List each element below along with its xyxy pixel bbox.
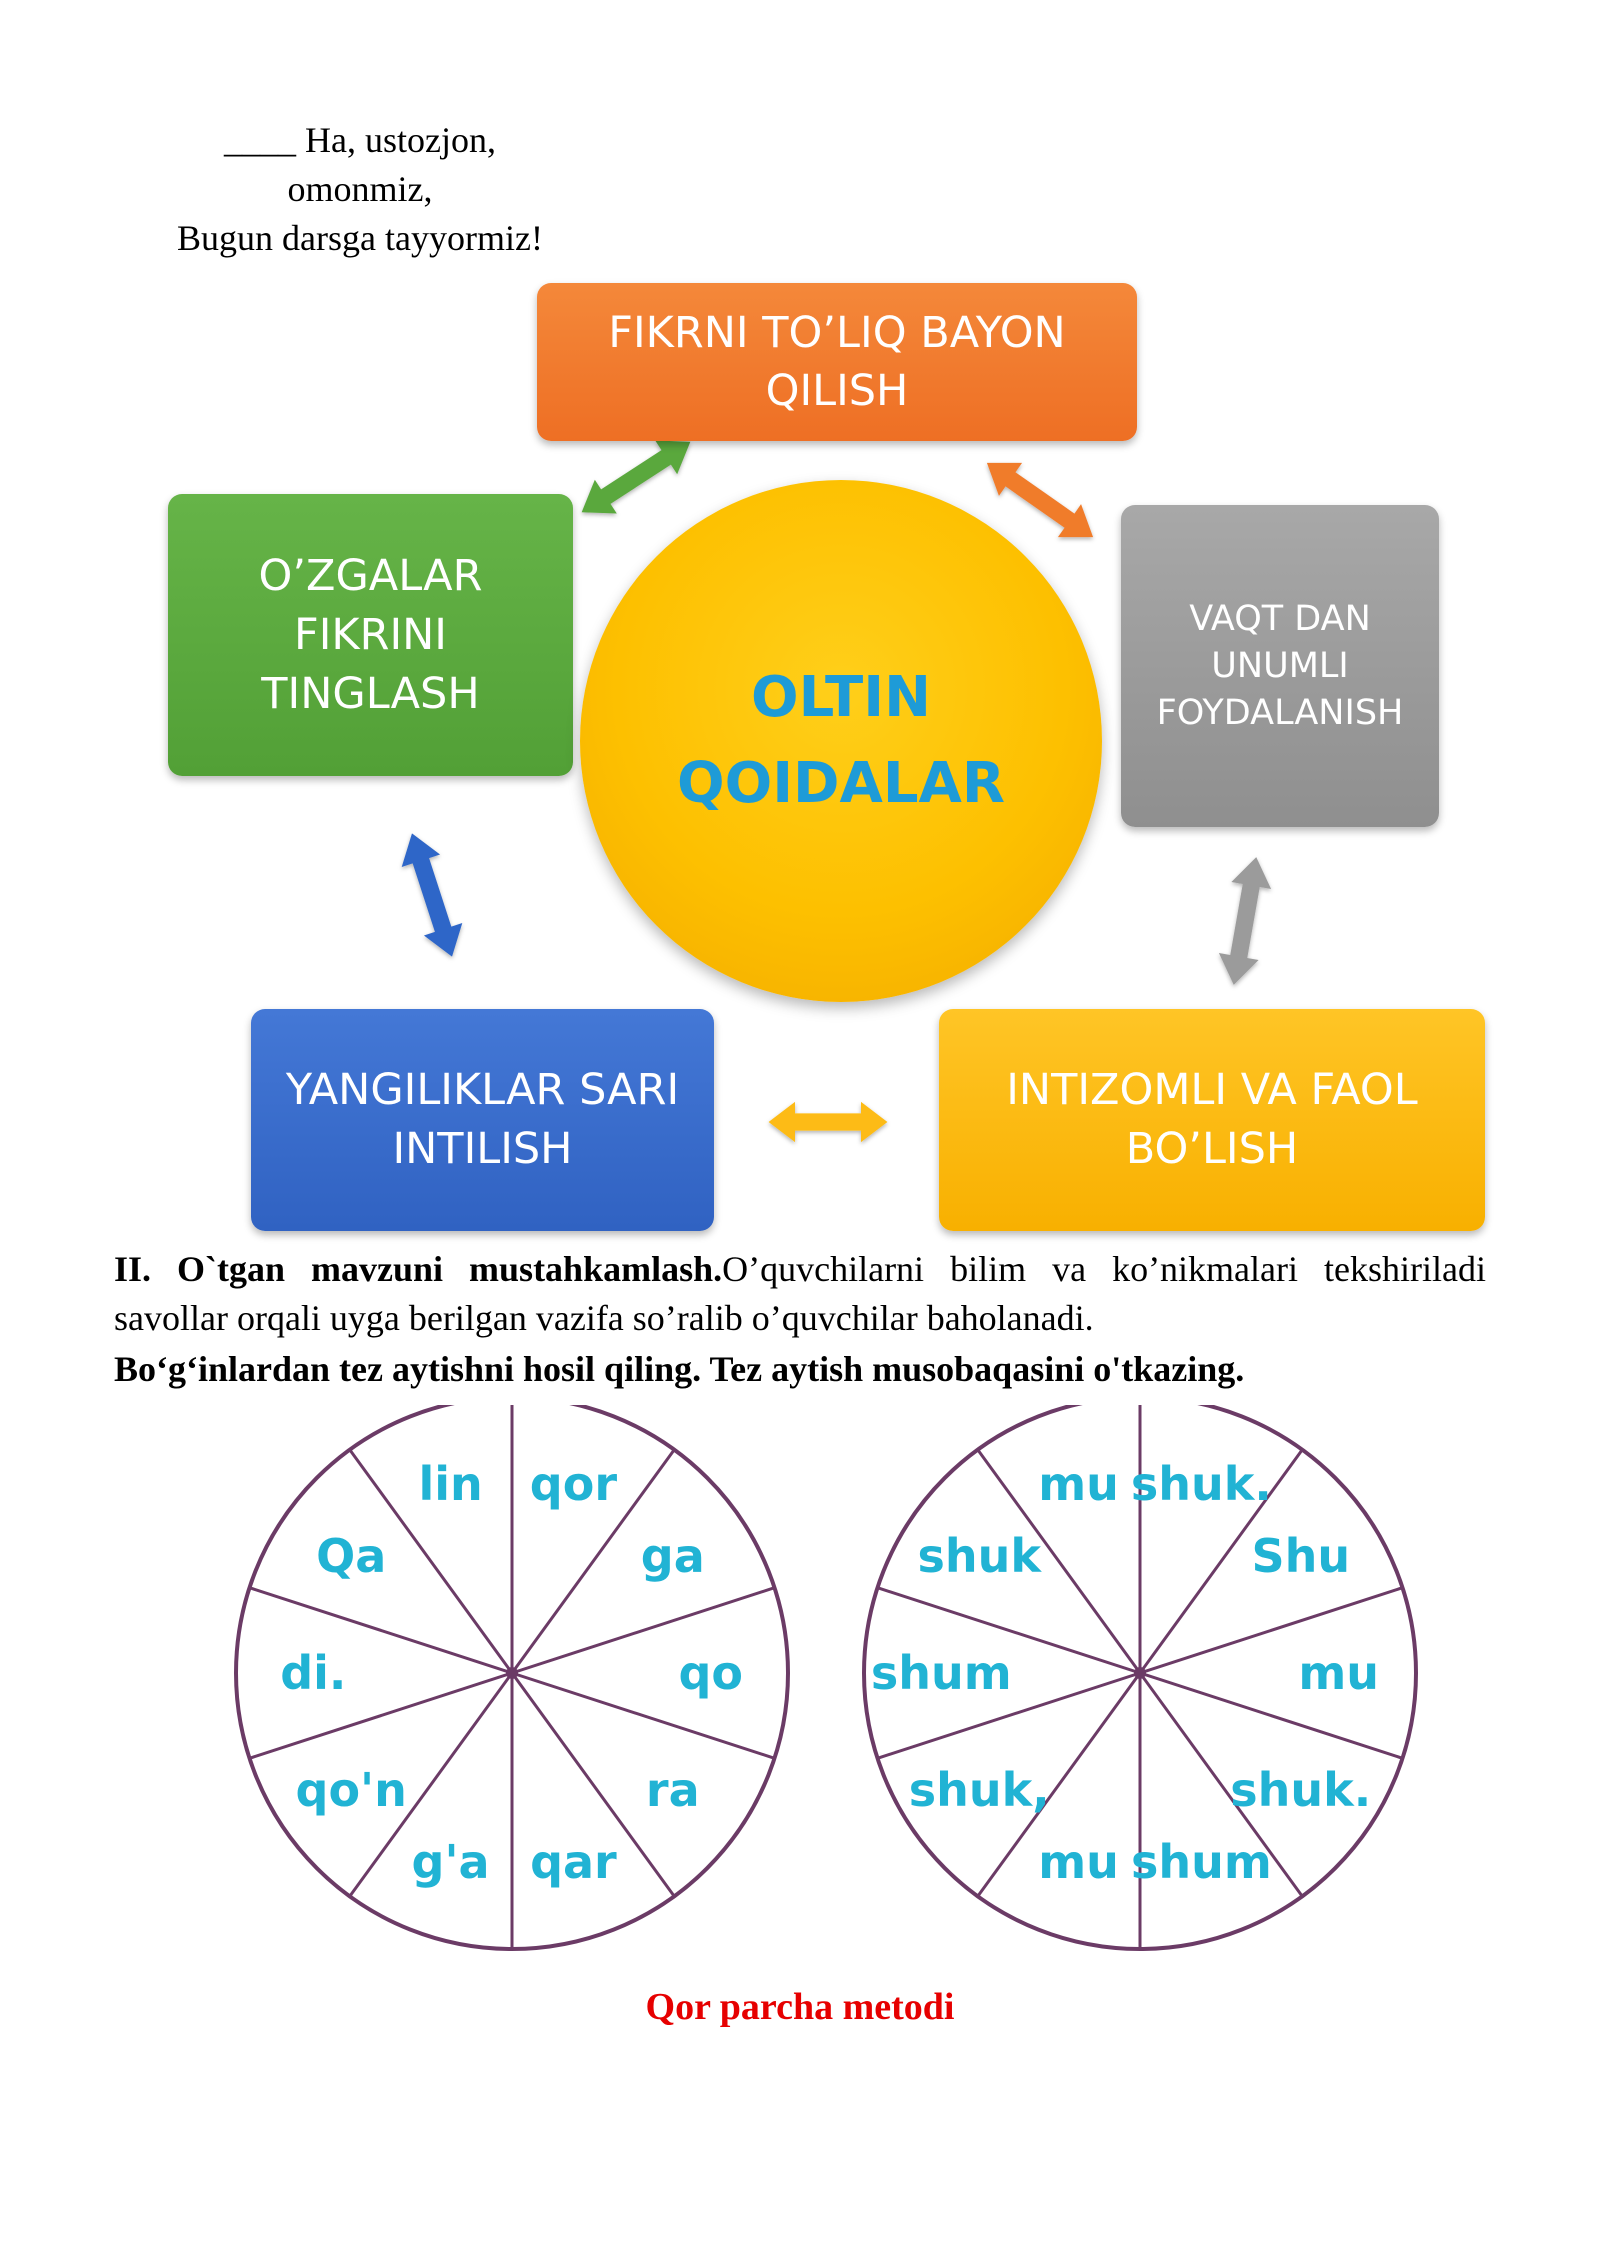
method-caption: Qor parcha metodi (645, 1986, 955, 2028)
double-arrow-blue-icon (393, 827, 471, 963)
greeting-line-3: Bugun darsga tayyormiz! (177, 218, 543, 258)
wheel-syllable: mu (1038, 1457, 1119, 1512)
wheel-syllable: ga (640, 1529, 705, 1584)
rule-right-text: VAQT DAN UNUMLI FOYDALANISH (1156, 598, 1404, 733)
double-arrow-yellow-icon (769, 1102, 888, 1142)
wheel-syllable: mu (1038, 1834, 1119, 1889)
golden-rules-title: OLTIN QOIDALAR (676, 665, 1005, 816)
task-text: Bo‘g‘inlardan tez aytishni hosil qiling. Tez aytish musobaqasini o'tkazing. (114, 1349, 1245, 1389)
wheel-syllable: mu (1298, 1646, 1380, 1700)
rule-bottom-left-text: YANGILIKLAR SARI INTILISH (285, 1065, 680, 1174)
section-text: O’quvchilarni bilim va ko’nikmalari tekshiriladi savollar orqali uyga berilgan vazifa so’ralib o’quvchilar baholanadi. (114, 1249, 1486, 1338)
wheel-syllable: Shu (1251, 1529, 1351, 1584)
wheel-syllable: shum (1131, 1834, 1272, 1889)
wheel-syllable: shuk (917, 1529, 1041, 1584)
wheel-syllable: lin (418, 1457, 483, 1512)
rule-box-left (168, 494, 573, 776)
wheel-syllable: qar (530, 1834, 617, 1889)
wheel-syllable: qor (529, 1457, 618, 1512)
rule-left-text: O’ZGALAR FIKRINI TINGLASH (258, 550, 483, 719)
rule-top-text: FIKRNI TO’LIQ BAYON QILISH (608, 308, 1066, 416)
wheel-syllable: shuk. (1130, 1457, 1272, 1512)
golden-rules-circle (580, 480, 1102, 1002)
rule-box-right (1121, 505, 1439, 827)
wheel-syllable: shuk, (908, 1762, 1050, 1817)
wheel-hub (1134, 1667, 1146, 1679)
wheel-syllable: ra (645, 1762, 700, 1817)
task-line (114, 1345, 1486, 1394)
greeting-line-2: omonmiz, (287, 169, 433, 209)
rule-box-bottom-right (939, 1009, 1485, 1231)
section-paragraph (114, 1245, 1486, 1343)
rule-bottom-right-text: INTIZOMLI VA FAOL BO’LISH (1006, 1065, 1418, 1174)
wheel-syllable: shuk. (1230, 1762, 1372, 1817)
wheel-syllable: qo (678, 1646, 743, 1700)
syllable-wheel-right (840, 1405, 1440, 1985)
wheel-syllable: shum (870, 1646, 1012, 1700)
wheel-syllable: di. (280, 1646, 347, 1700)
wheel-syllable: g'a (411, 1834, 490, 1889)
syllable-wheel-left (212, 1405, 812, 1985)
wheel-syllable: qo'n (295, 1762, 407, 1817)
wheel-syllable: Qa (316, 1529, 387, 1584)
rule-box-bottom-left (251, 1009, 714, 1231)
wheel-hub (506, 1667, 518, 1679)
rule-box-top (537, 283, 1137, 441)
greeting-line-1: ____ Ha, ustozjon, (224, 120, 496, 160)
double-arrow-gray-icon (1214, 854, 1276, 989)
section-heading: II. O`tgan mavzuni mustahkamlash. (114, 1249, 723, 1289)
